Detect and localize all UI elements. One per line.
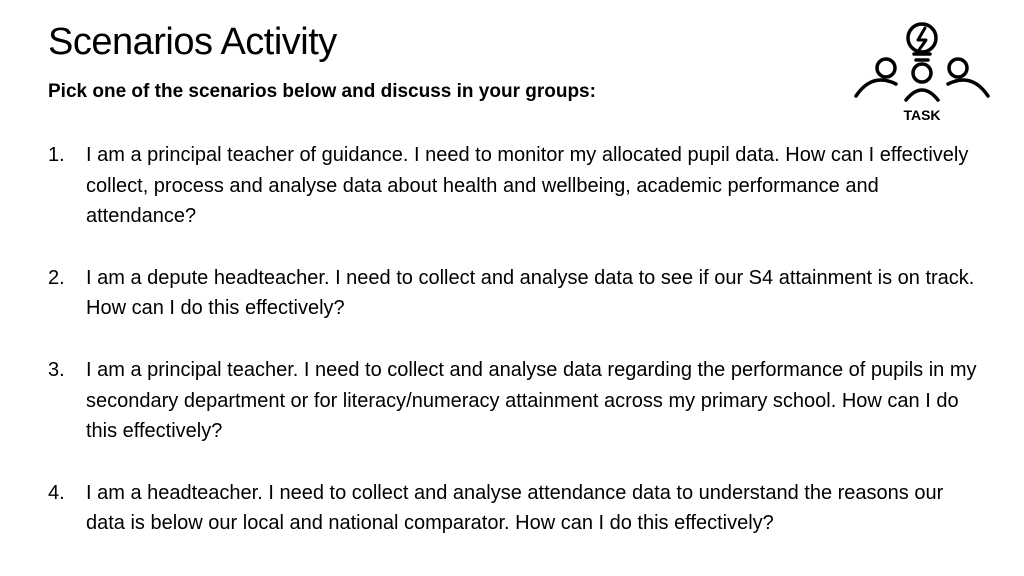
- task-label: TASK: [903, 107, 941, 123]
- slide-title: Scenarios Activity: [48, 21, 337, 63]
- lightbulb-icon: [908, 24, 936, 60]
- scenario-text: I am a principal teacher. I need to collect and analyse data regarding the performance of pupils in my secondary department or for literacy/numeracy attainment across my primary school. How can I do this effectively?: [86, 358, 977, 443]
- lightning-bolt-icon: [918, 28, 926, 50]
- scenario-text: I am a headteacher. I need to collect and analyse attendance data to understand the reasons our data is below our local and national comparator. How can I do this effectively?: [86, 481, 944, 535]
- scenario-number: 1.: [48, 144, 65, 166]
- scenario-number: 3.: [48, 358, 65, 381]
- scenario-text: I am a depute headteacher. I need to collect and analyse data to see if our S4 attainment is on track. How can I do this effectively?: [86, 266, 975, 320]
- scenario-item-1: [48, 140, 978, 232]
- scenario-number: 4.: [48, 481, 65, 504]
- scenario-item-3: [48, 355, 978, 447]
- scenario-text: I am a principal teacher of guidance. I need to monitor my allocated pupil data. How can I effectively collect, process and analyse data about health and wellbeing, academic performance and attendance?: [86, 144, 969, 228]
- scenario-number: 2.: [48, 266, 65, 289]
- scenario-list: [48, 140, 978, 570]
- scenario-item-4: [48, 478, 978, 539]
- slide-subtitle: Pick one of the scenarios below and discuss in your groups:: [48, 81, 596, 102]
- task-icon: [848, 16, 996, 126]
- scenario-item-2: [48, 263, 978, 324]
- people-group-icon: [856, 59, 988, 100]
